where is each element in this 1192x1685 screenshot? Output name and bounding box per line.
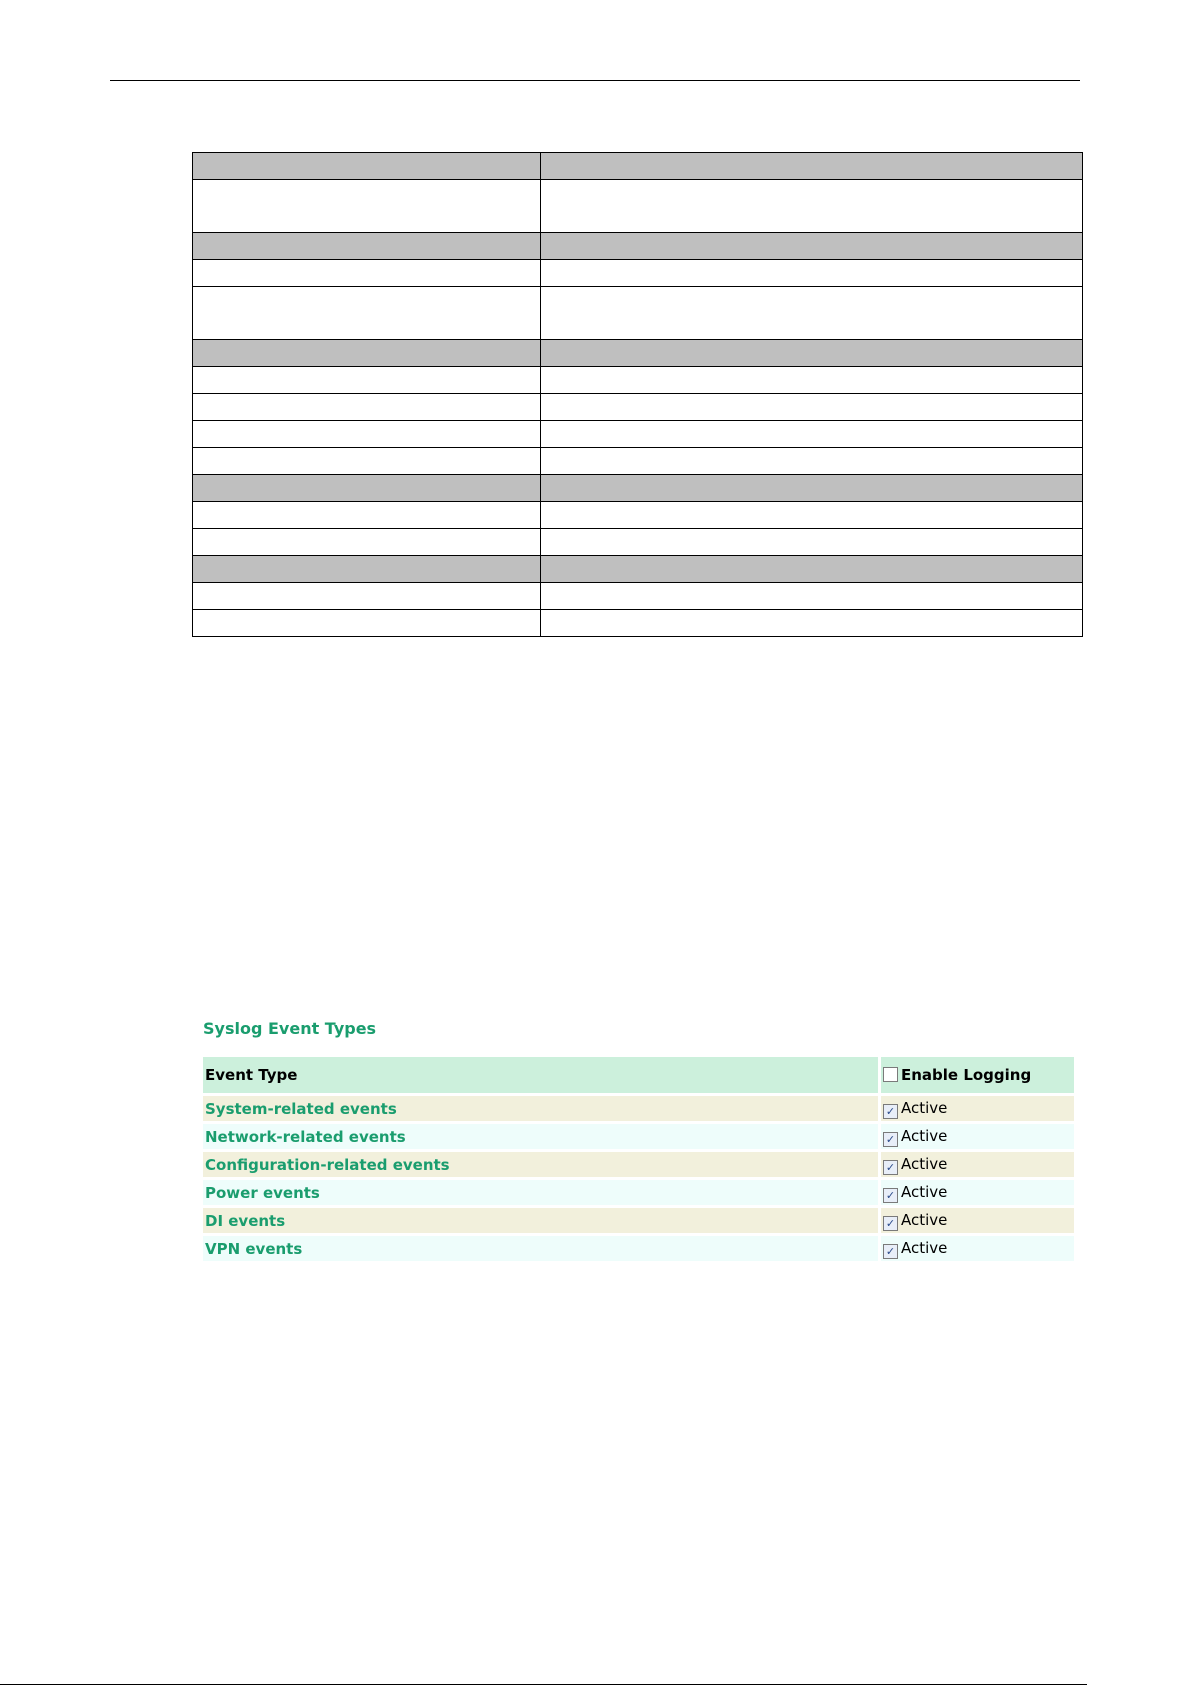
table-row bbox=[193, 180, 1083, 233]
syslog-table-header bbox=[203, 1057, 1074, 1093]
event-row bbox=[203, 1208, 1074, 1233]
event-row bbox=[203, 1152, 1074, 1177]
table-header-row bbox=[193, 475, 1083, 502]
active-checkbox[interactable]: ✓ bbox=[883, 1216, 898, 1231]
table-row bbox=[193, 583, 1083, 610]
table-row bbox=[193, 610, 1083, 637]
event-row bbox=[203, 1236, 1074, 1261]
enable-logging-checkbox[interactable] bbox=[883, 1067, 898, 1082]
active-checkbox[interactable]: ✓ bbox=[883, 1160, 898, 1175]
header-rule bbox=[110, 80, 1080, 81]
enable-logging-label: Enable Logging bbox=[901, 1066, 1032, 1084]
event-type-name: DI events bbox=[205, 1211, 286, 1230]
active-label: Active bbox=[901, 1098, 948, 1117]
active-checkbox[interactable]: ✓ bbox=[883, 1244, 898, 1259]
syslog-event-table bbox=[200, 1054, 1077, 1264]
enable-logging-header bbox=[881, 1057, 1074, 1093]
active-checkbox[interactable]: ✓ bbox=[883, 1188, 898, 1203]
table-header-row bbox=[193, 556, 1083, 583]
active-checkbox[interactable]: ✓ bbox=[883, 1104, 898, 1119]
table-row bbox=[193, 260, 1083, 287]
active-checkbox[interactable]: ✓ bbox=[883, 1132, 898, 1147]
event-type-header: Event Type bbox=[203, 1057, 878, 1093]
table-row bbox=[193, 421, 1083, 448]
active-label: Active bbox=[901, 1182, 948, 1201]
table-header-row bbox=[193, 233, 1083, 260]
syslog-title: Syslog Event Types bbox=[203, 1019, 377, 1038]
event-row bbox=[203, 1180, 1074, 1205]
event-row bbox=[203, 1096, 1074, 1121]
event-type-name: Configuration-related events bbox=[205, 1155, 450, 1174]
active-label: Active bbox=[901, 1210, 948, 1229]
table-row bbox=[193, 502, 1083, 529]
active-label: Active bbox=[901, 1126, 948, 1145]
table-header-row bbox=[193, 153, 1083, 180]
event-type-name: VPN events bbox=[205, 1239, 303, 1258]
syslog-event-types-panel bbox=[200, 1015, 1079, 1264]
table-row bbox=[193, 394, 1083, 421]
active-label: Active bbox=[901, 1238, 948, 1257]
event-type-name: System-related events bbox=[205, 1099, 397, 1118]
table-row bbox=[193, 287, 1083, 340]
event-type-name: Network-related events bbox=[205, 1127, 406, 1146]
table-row bbox=[193, 529, 1083, 556]
table-header-row bbox=[193, 340, 1083, 367]
event-type-name: Power events bbox=[205, 1183, 320, 1202]
table-row bbox=[193, 448, 1083, 475]
event-row bbox=[203, 1124, 1074, 1149]
spec-table bbox=[192, 152, 1083, 637]
active-label: Active bbox=[901, 1154, 948, 1173]
table-row bbox=[193, 367, 1083, 394]
